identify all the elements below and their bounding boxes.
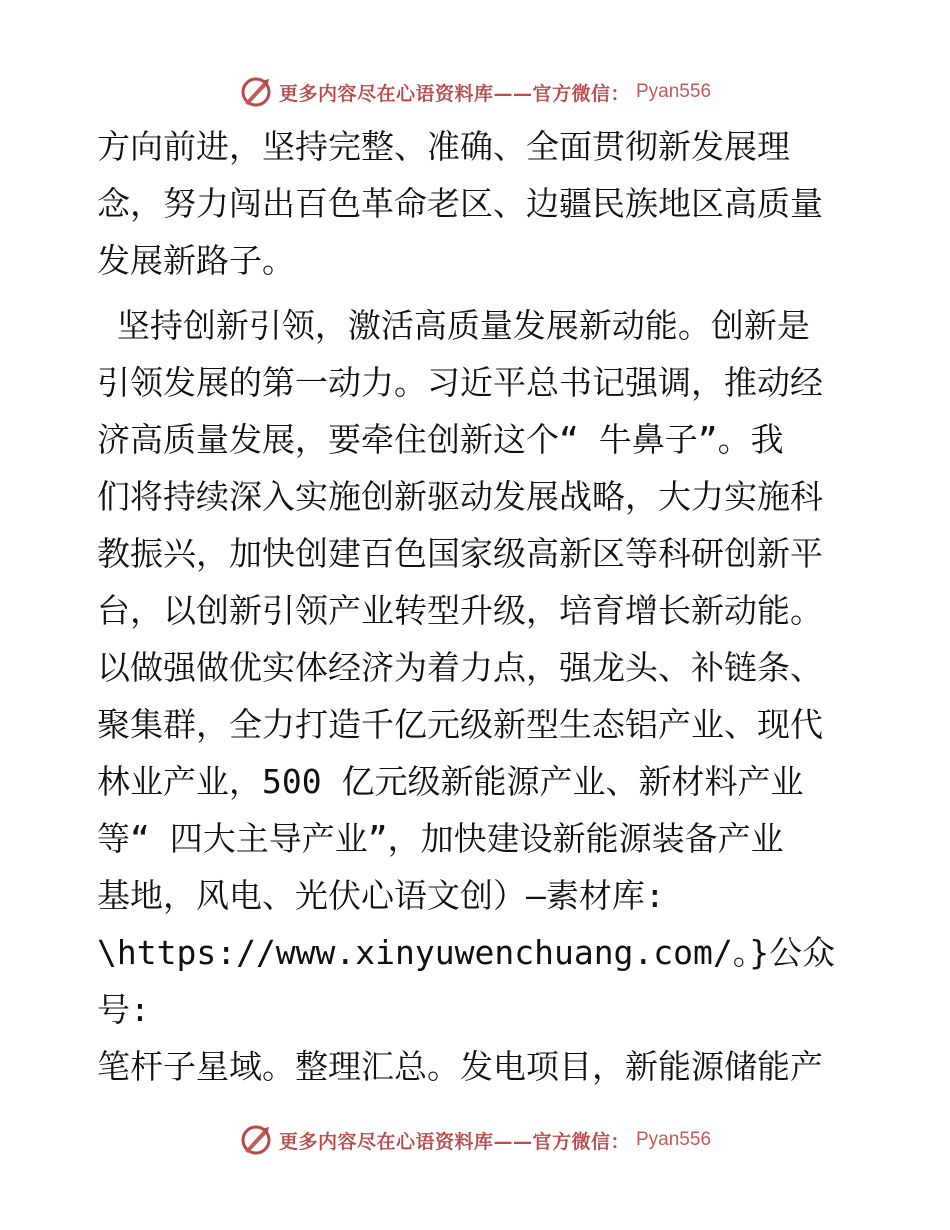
text-line: 方向前进，坚持完整、准确、全面贯彻新发展理 [97, 127, 790, 166]
header-banner-text: 更多内容尽在心语资料库——官方微信： [278, 82, 630, 105]
footer-banner-text: 更多内容尽在心语资料库——官方微信： [278, 1130, 630, 1153]
text-line: 们将持续深入实施创新驱动发展战略，大力实施科 [97, 477, 823, 516]
text-line: 坚持创新引领，激活高质量发展新动能。创新是 [97, 306, 810, 345]
text-line: 聚集群，全力打造千亿元级新型生态铝产业、现代 [97, 705, 823, 744]
quill-pen-circle-icon [239, 75, 273, 109]
quill-pen-circle-icon [239, 1123, 273, 1157]
header-wechat-id: Pyan556 [636, 81, 712, 102]
text-line: 以做强做优实体经济为着力点，强龙头、补链条、 [97, 648, 823, 687]
text-line: 林业产业，500 亿元级新能源产业、新材料产业 [97, 762, 804, 801]
text-line: 念，努力闯出百色革命老区、边疆民族地区高质量 [97, 184, 823, 223]
text-line: 济高质量发展，要牵住创新这个“ 牛鼻子”。我 [97, 420, 784, 459]
text-line: 等“ 四大主导产业”，加快建设新能源装备产业 [97, 819, 784, 858]
header-banner [0, 72, 950, 112]
text-line: 笔杆子星域。整理汇总。发电项目，新能源储能产 [97, 1047, 823, 1086]
text-line: 台，以创新引领产业转型升级，培育增长新动能。 [97, 591, 823, 630]
text-line: 引领发展的第一动力。习近平总书记强调，推动经 [97, 363, 823, 402]
text-line: 教振兴，加快创建百色国家级高新区等科研创新平 [97, 534, 823, 573]
footer-wechat-id: Pyan556 [636, 1129, 712, 1150]
text-line: 基地，风电、光伏心语文创）—素材库: [97, 876, 665, 915]
text-line: \https://www.xinyuwenchuang.com/。}公众号: [97, 933, 836, 1029]
footer-banner [0, 1120, 950, 1160]
document-body [97, 118, 849, 1095]
text-line: 发展新路子。 [97, 241, 295, 280]
